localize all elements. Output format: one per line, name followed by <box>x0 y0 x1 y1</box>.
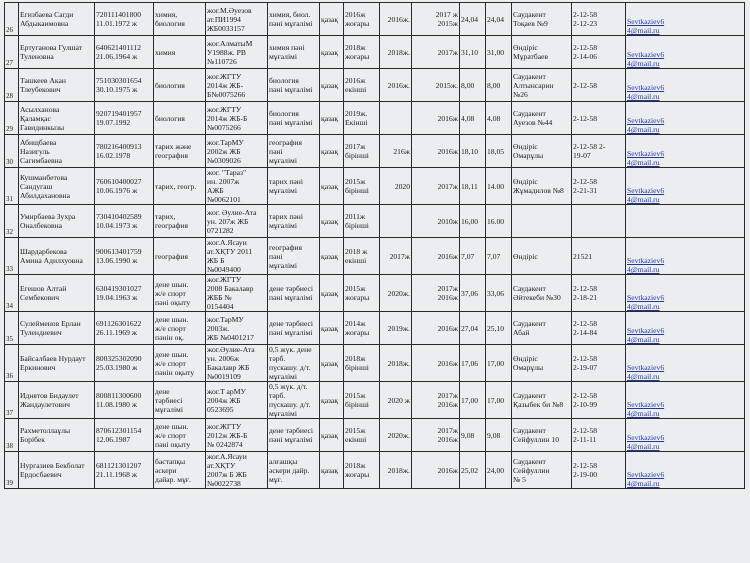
phone-cell: 2-12-58 2-12-23 <box>572 3 626 36</box>
diploma-cell: жог.ЖГТУ 2014ж ЖБ-Б №0075266 <box>206 102 268 135</box>
teacher-name-cell: Иднятов Бидаулет Жандаулетович <box>19 382 95 419</box>
iin-birthdate-cell: 780216400913 16.02.1978 <box>95 135 154 168</box>
category-cell: 2019ж. Екінші <box>344 102 380 135</box>
table-row <box>5 312 745 345</box>
email-cell[interactable]: Sevtkaziev6 4@mail.ru <box>626 69 745 102</box>
language-cell: қазақ <box>320 238 344 275</box>
diploma-cell: жог.Әулие-Ата ун. 2006ж Бакалавр ЖБ №0019109 <box>206 345 268 382</box>
language-cell: қазақ <box>320 345 344 382</box>
specialty-cell: тарих пәні мұғалімі <box>268 168 320 205</box>
stage-total-cell: 18,11 <box>460 168 486 205</box>
stage-total-cell: 4,08 <box>460 102 486 135</box>
phone-cell: 2-12-58 <box>572 69 626 102</box>
row-number-cell: 32 <box>5 205 19 238</box>
row-number-cell: 36 <box>5 345 19 382</box>
email-cell[interactable] <box>626 205 745 238</box>
row-number-cell: 28 <box>5 69 19 102</box>
iin-birthdate-cell: 630419301027 19.04.1963 ж <box>95 275 154 312</box>
email-cell[interactable]: Sevtkaziev6 4@mail.ru <box>626 135 745 168</box>
stage-total-cell: 9,08 <box>460 419 486 452</box>
category-cell: 2018ж бірінші <box>344 345 380 382</box>
phone-cell: 2-12-58 2-14-06 <box>572 36 626 69</box>
table-row <box>5 205 745 238</box>
subject-cell: дене шын. ж/е спорт пәні оқыту <box>154 275 206 312</box>
stage-total-cell: 17,06 <box>460 345 486 382</box>
email-cell[interactable]: Sevtkaziev6 4@mail.ru <box>626 419 745 452</box>
address-cell: Өндіріс <box>512 238 572 275</box>
diploma-cell: жог. Әулие-Ата ун. 207ж ЖБ 0721282 <box>206 205 268 238</box>
attestation-year-cell: 2017ж 2016ж <box>412 275 460 312</box>
iin-birthdate-cell: 681121301207 21.11.1968 ж <box>95 452 154 489</box>
attestation-year-cell: 2016ж <box>412 238 460 275</box>
attestation-year-cell: 2015ж. <box>412 69 460 102</box>
diploma-cell: жог.ТарМУ 2003ж. ЖБ №0401217 <box>206 312 268 345</box>
email-cell[interactable]: Sevtkaziev6 4@mail.ru <box>626 238 745 275</box>
table-row <box>5 102 745 135</box>
stage-total-cell: 25,02 <box>460 452 486 489</box>
address-cell: Саудакент Тоқаев №9 <box>512 3 572 36</box>
email-cell[interactable]: Sevtkaziev6 4@mail.ru <box>626 382 745 419</box>
diploma-cell: жог.ЖГТУ 2014ж ЖБ- Б№0075266 <box>206 69 268 102</box>
table-row <box>5 419 745 452</box>
attestation-year-cell: 2016ж <box>412 102 460 135</box>
subject-cell: дене шын. ж/е спорт пәнін оқыту <box>154 345 206 382</box>
attestation-year-cell: 2017ж 2016ж <box>412 419 460 452</box>
specialty-cell: химия пәні мұғалімі <box>268 36 320 69</box>
address-cell: Саудакент Сейфуллин № 5 <box>512 452 572 489</box>
stage-school-cell: 33,06 <box>486 275 512 312</box>
teacher-name-cell: Нургазиев Бекболат Ердосбаевич <box>19 452 95 489</box>
row-number-cell: 37 <box>5 382 19 419</box>
stage-total-cell: 27,04 <box>460 312 486 345</box>
category-cell: 2018 ж екінші <box>344 238 380 275</box>
address-cell: Саудакент Абай <box>512 312 572 345</box>
row-number-cell: 31 <box>5 168 19 205</box>
attestation-year-cell: 2016ж <box>412 135 460 168</box>
subject-cell: дене шын. ж/е спорт пәні оқыту <box>154 419 206 452</box>
teacher-name-cell: Байсалбаев Нурдаут Еркинович <box>19 345 95 382</box>
attestation-year-cell: 2016ж <box>412 452 460 489</box>
address-cell: Саудакент Әйтекеби №30 <box>512 275 572 312</box>
address-cell: Саудакент Сейфуллин 10 <box>512 419 572 452</box>
specialty-cell: дене тәрбиесі пәні мұғалімі <box>268 275 320 312</box>
stage-total-cell: 8,00 <box>460 69 486 102</box>
table-row <box>5 168 745 205</box>
specialty-cell: география пәні мұғалімі <box>268 238 320 275</box>
phone-cell <box>572 205 626 238</box>
attestation-year-cell: 2016ж <box>412 345 460 382</box>
table-row <box>5 345 745 382</box>
stage-total-cell: 7,07 <box>460 238 486 275</box>
category-cell: 2017ж бірінші <box>344 135 380 168</box>
row-number-cell: 35 <box>5 312 19 345</box>
iin-birthdate-cell: 760610400027 10.06.1976 ж <box>95 168 154 205</box>
specialty-cell: химия, биол. пәні мұғалімі <box>268 3 320 36</box>
specialty-cell: география пәні мұғалімі <box>268 135 320 168</box>
diploma-cell: жог.Т арМУ 2004ж ЖБ 0523695 <box>206 382 268 419</box>
iin-birthdate-cell: 720111401800 11.01.1972 ж <box>95 3 154 36</box>
teacher-name-cell: Шардарбекова Амина Адилхуовна <box>19 238 95 275</box>
course-year-cell: 2020ж. <box>380 419 412 452</box>
diploma-cell: жог.А.Ясауи ат.ХҚТУ 2007ж Б ЖБ №0022738 <box>206 452 268 489</box>
table-row <box>5 452 745 489</box>
diploma-cell: жог.ТарМУ 2002ж ЖБ №0309026 <box>206 135 268 168</box>
subject-cell: биология <box>154 102 206 135</box>
address-cell: Өндіріс Жұмадилов №8 <box>512 168 572 205</box>
language-cell: қазақ <box>320 102 344 135</box>
table-body <box>5 3 745 489</box>
stage-school-cell: 16.00 <box>486 205 512 238</box>
stage-school-cell: 7,07 <box>486 238 512 275</box>
course-year-cell: 2019ж. <box>380 312 412 345</box>
row-number-cell: 34 <box>5 275 19 312</box>
course-year-cell <box>380 102 412 135</box>
category-cell: 2016ж жоғары <box>344 3 380 36</box>
stage-school-cell: 31,00 <box>486 36 512 69</box>
phone-cell: 2-12-58 2-10-99 <box>572 382 626 419</box>
teacher-name-cell: Егешов Алтай Сембекович <box>19 275 95 312</box>
teacher-name-cell: Ертуганова Гулшат Туленовна <box>19 36 95 69</box>
course-year-cell: 2018ж. <box>380 345 412 382</box>
subject-cell: география <box>154 238 206 275</box>
iin-birthdate-cell: 751030301654 30.10.1975 ж <box>95 69 154 102</box>
table-row <box>5 36 745 69</box>
stage-school-cell: 24,00 <box>486 452 512 489</box>
phone-cell: 2-12-58 2-11-11 <box>572 419 626 452</box>
phone-cell: 2-12-58 2-21-31 <box>572 168 626 205</box>
teacher-name-cell: Сулейменов Ерлан Тулендиевич <box>19 312 95 345</box>
email-cell[interactable]: Sevtkaziev6 4@mail.ru <box>626 345 745 382</box>
stage-school-cell: 4,08 <box>486 102 512 135</box>
table-row <box>5 69 745 102</box>
iin-birthdate-cell: 691126301622 26.11.1969 ж <box>95 312 154 345</box>
course-year-cell <box>380 205 412 238</box>
category-cell: 2018ж жоғары <box>344 36 380 69</box>
address-cell: Өндіріс Мұратбаев <box>512 36 572 69</box>
stage-total-cell: 31,10 <box>460 36 486 69</box>
diploma-cell: жог.М.Әуезов ат.ПИ1994 ЖБ0033157 <box>206 3 268 36</box>
teacher-name-cell: Ташкеев Акан Тлеубекович <box>19 69 95 102</box>
attestation-year-cell: 2016ж <box>412 312 460 345</box>
iin-birthdate-cell: 800325302090 25.03.1980 ж <box>95 345 154 382</box>
email-cell[interactable]: Sevtkaziev6 4@mail.ru <box>626 168 745 205</box>
attestation-year-cell: 2017 ж 2015ж <box>412 3 460 36</box>
phone-cell: 2-12-58 2-19-07 <box>572 345 626 382</box>
email-cell[interactable]: Sevtkaziev6 4@mail.ru <box>626 312 745 345</box>
stage-school-cell: 14.00 <box>486 168 512 205</box>
iin-birthdate-cell: 920719401957 19.07.1992 <box>95 102 154 135</box>
address-cell: Өндіріс Омарұлы <box>512 345 572 382</box>
specialty-cell: тарих пәні мұғалімі <box>268 205 320 238</box>
stage-school-cell: 17,00 <box>486 345 512 382</box>
row-number-cell: 39 <box>5 452 19 489</box>
row-number-cell: 26 <box>5 3 19 36</box>
phone-cell: 2-12-58 2- 19-07 <box>572 135 626 168</box>
teacher-name-cell: Асылханова Қаламқас Гавидинкызы <box>19 102 95 135</box>
table-row <box>5 275 745 312</box>
table-row <box>5 135 745 168</box>
category-cell: 2014ж жоғары <box>344 312 380 345</box>
teacher-name-cell: Рахметоллаұлы Борібек <box>19 419 95 452</box>
language-cell: қазақ <box>320 452 344 489</box>
email-cell[interactable]: Sevtkaziev6 4@mail.ru <box>626 102 745 135</box>
stage-school-cell: 9,08 <box>486 419 512 452</box>
iin-birthdate-cell: 800811300600 11.08.1980 ж <box>95 382 154 419</box>
stage-school-cell: 24,04 <box>486 3 512 36</box>
language-cell: қазақ <box>320 205 344 238</box>
phone-cell: 2-12-58 2-14-84 <box>572 312 626 345</box>
diploma-cell: жог.ЖГТУ 2008 Бакалавр ЖББ № 0154404 <box>206 275 268 312</box>
email-cell[interactable]: Sevtkaziev6 4@mail.ru <box>626 36 745 69</box>
stage-total-cell: 24,04 <box>460 3 486 36</box>
category-cell: 2015ж жоғары <box>344 275 380 312</box>
stage-total-cell: 16,00 <box>460 205 486 238</box>
row-number-cell: 33 <box>5 238 19 275</box>
attestation-year-cell: 2010ж <box>412 205 460 238</box>
course-year-cell: 216ж <box>380 135 412 168</box>
language-cell: қазақ <box>320 69 344 102</box>
iin-birthdate-cell: 730410402589 10.04.1973 ж <box>95 205 154 238</box>
attestation-year-cell: 2017ж <box>412 36 460 69</box>
course-year-cell: 2020 ж <box>380 382 412 419</box>
language-cell: қазақ <box>320 3 344 36</box>
table-row <box>5 3 745 36</box>
stage-school-cell: 25,10 <box>486 312 512 345</box>
row-number-cell: 29 <box>5 102 19 135</box>
subject-cell: тарих, геогр. <box>154 168 206 205</box>
course-year-cell: 2018ж. <box>380 452 412 489</box>
subject-cell: дене шын. ж/е спорт пәнін оқ. <box>154 312 206 345</box>
stage-total-cell: 37,06 <box>460 275 486 312</box>
category-cell: 2016ж екінші <box>344 69 380 102</box>
language-cell: қазақ <box>320 275 344 312</box>
row-number-cell: 38 <box>5 419 19 452</box>
stage-total-cell: 17,00 <box>460 382 486 419</box>
category-cell: 2011ж бірінші <box>344 205 380 238</box>
email-cell[interactable]: Sevtkaziev6 4@mail.ru <box>626 452 745 489</box>
email-cell[interactable]: Sevtkaziev6 4@mail.ru <box>626 275 745 312</box>
category-cell: 2015ж бірінші <box>344 382 380 419</box>
subject-cell: биология <box>154 69 206 102</box>
subject-cell: бастапқы әскери дайар. мұғ. <box>154 452 206 489</box>
diploma-cell: жог.ЖГТУ 2012ж ЖБ-Б № 0242874 <box>206 419 268 452</box>
iin-birthdate-cell: 870612301154 12.06.1987 <box>95 419 154 452</box>
teacher-name-cell: Абищбаева Назигуль Сагимбаевна <box>19 135 95 168</box>
category-cell: 2015ж бірінші <box>344 168 380 205</box>
row-number-cell: 27 <box>5 36 19 69</box>
phone-cell: 2-12-58 2-19-00 <box>572 452 626 489</box>
diploma-cell: жог.АлматыМ У1988ж. РВ №110726 <box>206 36 268 69</box>
attestation-year-cell: 2017ж <box>412 168 460 205</box>
phone-cell: 2-12-58 2-18-21 <box>572 275 626 312</box>
course-year-cell: 2018ж. <box>380 36 412 69</box>
address-cell: Саудакент Қазыбек би №8 <box>512 382 572 419</box>
course-year-cell: 2017ж <box>380 238 412 275</box>
subject-cell: химия <box>154 36 206 69</box>
diploma-cell: жог. "Тараз" ин. 2007ж АЖБ №0062101 <box>206 168 268 205</box>
subject-cell: дене тәрбиесі мұғалімі <box>154 382 206 419</box>
staff-table <box>4 2 745 489</box>
specialty-cell: дене тәрбиесі пәні мұғалімі <box>268 312 320 345</box>
specialty-cell: 0,5 жүк. д/т. тәрб. пүскашу. д/т. мұғалімі <box>268 382 320 419</box>
email-cell[interactable]: Sevtkaziev6 4@mail.ru <box>626 3 745 36</box>
table-row <box>5 382 745 419</box>
specialty-cell: биология пәні мұғалімі <box>268 102 320 135</box>
iin-birthdate-cell: 640621401112 21.06.1964 ж <box>95 36 154 69</box>
attestation-year-cell: 2017ж 2016ж <box>412 382 460 419</box>
category-cell: 2018ж жоғары <box>344 452 380 489</box>
row-number-cell: 30 <box>5 135 19 168</box>
specialty-cell: 0,5 жүк. дене тәрб. пүскашу. д/т. мұғалімі <box>268 345 320 382</box>
teacher-name-cell: Кушманбетова Сандугаш Абилдахановна <box>19 168 95 205</box>
subject-cell: тарих және география <box>154 135 206 168</box>
specialty-cell: биология пәні мұғалімі <box>268 69 320 102</box>
iin-birthdate-cell: 900613401759 13.06.1990 ж <box>95 238 154 275</box>
stage-school-cell: 18,05 <box>486 135 512 168</box>
category-cell: 2015ж екінші <box>344 419 380 452</box>
phone-cell: 2-12-58 <box>572 102 626 135</box>
language-cell: қазақ <box>320 135 344 168</box>
address-cell: Саудакент Алтынсарин №26 <box>512 69 572 102</box>
address-cell <box>512 205 572 238</box>
course-year-cell: 2020ж. <box>380 275 412 312</box>
course-year-cell: 2016ж. <box>380 69 412 102</box>
course-year-cell: 2016ж. <box>380 3 412 36</box>
phone-cell: 21521 <box>572 238 626 275</box>
specialty-cell: алғашқы әскери дайр. мұғ. <box>268 452 320 489</box>
language-cell: қазақ <box>320 36 344 69</box>
diploma-cell: жог.А.Ясауи ат.ХҚТУ 2011 ЖБ Б №0049400 <box>206 238 268 275</box>
language-cell: қазақ <box>320 419 344 452</box>
subject-cell: химия, биология <box>154 3 206 36</box>
specialty-cell: дене тәрбиесі пәні мұғалімі <box>268 419 320 452</box>
address-cell: Саудакент Ауезов №44 <box>512 102 572 135</box>
teacher-name-cell: Умирбаева Зухра Оналбековна <box>19 205 95 238</box>
stage-school-cell: 17,00 <box>486 382 512 419</box>
teacher-name-cell: Егизбаева Сагди Абдыкаимовна <box>19 3 95 36</box>
language-cell: қазақ <box>320 312 344 345</box>
language-cell: қазақ <box>320 382 344 419</box>
table-row <box>5 238 745 275</box>
stage-school-cell: 8,00 <box>486 69 512 102</box>
stage-total-cell: 18,10 <box>460 135 486 168</box>
course-year-cell: 2020 <box>380 168 412 205</box>
subject-cell: тарих, география <box>154 205 206 238</box>
address-cell: Өндіріс Омарұлы <box>512 135 572 168</box>
language-cell: қазақ <box>320 168 344 205</box>
